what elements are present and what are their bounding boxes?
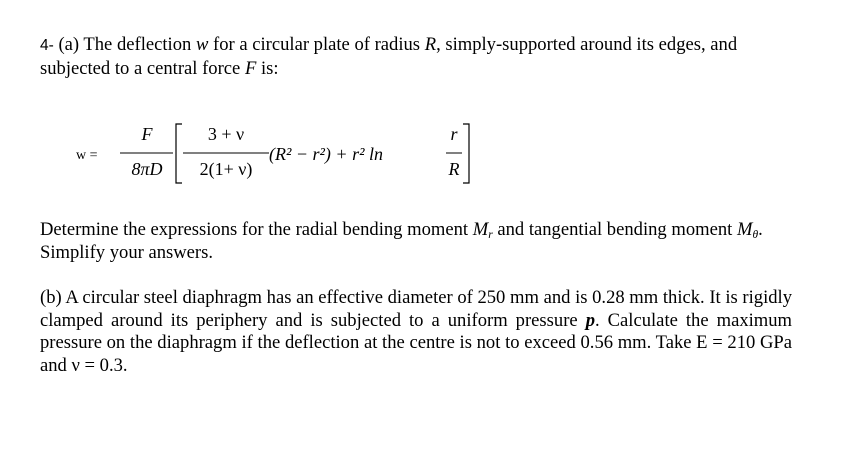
deflection-formula <box>70 112 500 188</box>
variable-F: F <box>244 57 257 79</box>
part-a-statement <box>40 34 800 80</box>
right-bracket <box>463 124 469 183</box>
formula-lhs: w = <box>76 148 98 163</box>
part-b-text: . Calculate the maximum pressure on the diaphragm if the deflection at the centre is not to exceed 0.56 mm. Take E = 210 GPa and ν = 0.3. <box>40 309 793 376</box>
part-b-text: A circular steel diaphragm has an effective diameter of 250 mm and is 0.28 mm thick. It is rigidly clamped around its periphery and is subjected to a uniform pressure <box>40 287 792 331</box>
part-a-text: , simply-supported around its edges, and subjected to a central force <box>40 34 738 79</box>
determine-text: Determine the expressions for the radial bending moment <box>40 219 469 240</box>
variable-p: p <box>585 309 595 331</box>
part-a-text: The deflection <box>83 34 192 55</box>
log-numerator: r <box>450 124 458 144</box>
problem-number: 4- <box>40 37 54 54</box>
tangential-moment-symbol <box>737 219 758 240</box>
part-b-statement <box>40 287 792 377</box>
left-bracket <box>176 124 182 183</box>
part-a-text: is: <box>260 57 279 79</box>
moment-subscript: θ <box>752 229 759 241</box>
part-a-text: for a circular plate of radius <box>213 34 421 55</box>
moment-letter: M <box>472 219 489 240</box>
determine-text: and tangential bending moment <box>497 219 733 240</box>
determine-text: . Simplify your answers. <box>40 219 763 263</box>
variable-w: w <box>195 34 209 55</box>
moment-subscript: r <box>488 229 493 241</box>
radial-moment-symbol <box>473 219 493 240</box>
middle-term: (R² − r²) + r² ln <box>269 144 383 164</box>
determine-statement <box>40 219 800 264</box>
variable-R: R <box>424 34 437 55</box>
moment-letter: M <box>736 219 753 240</box>
log-denominator: R <box>448 159 460 179</box>
inner-numerator: 3 + ν <box>207 124 245 144</box>
outer-denominator: 8πD <box>131 159 163 179</box>
inner-denominator: 2(1+ ν) <box>199 159 253 179</box>
part-b-label: (b) <box>40 287 62 308</box>
outer-numerator: F <box>141 124 153 144</box>
part-a-label: (a) <box>58 34 80 55</box>
